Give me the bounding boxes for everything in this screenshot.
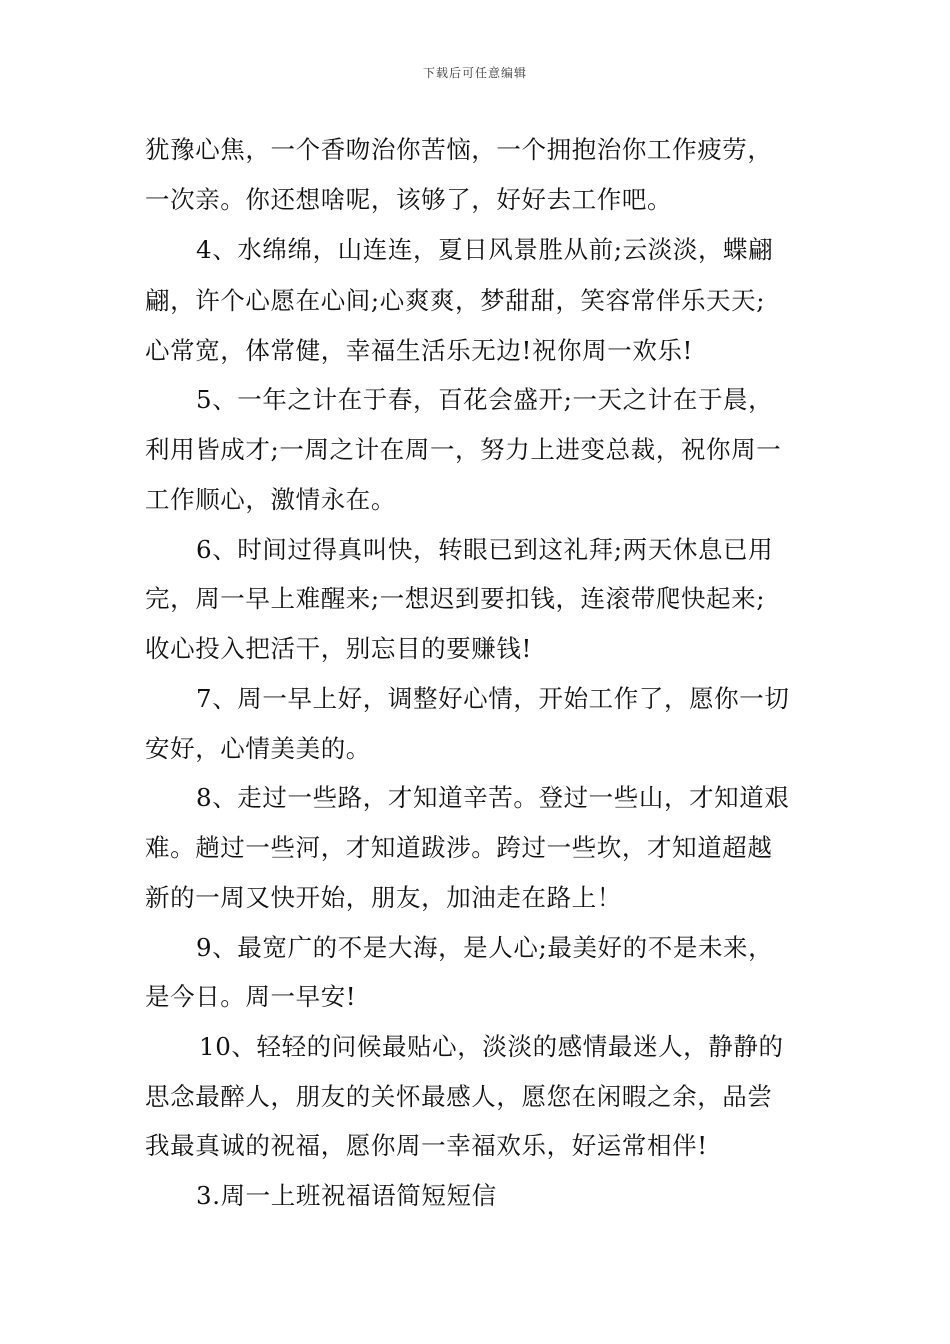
text-line: 难。趟过一些河，才知道跋涉。跨过一些坎，才知道超越 xyxy=(145,833,773,862)
text-line: 一次亲。你还想啥呢，该够了，好好去工作吧。 xyxy=(145,185,673,214)
text-line: 我最真诚的祝福，愿你周一幸福欢乐，好运常相伴! xyxy=(145,1131,708,1160)
paragraph-start: 6、时间过得真叫快，转眼已到这礼拜;两天休息已用 xyxy=(196,535,774,564)
text-line: 安好，心情美美的。 xyxy=(145,734,371,763)
page-header: 下载后可任意编辑 xyxy=(422,66,527,80)
text-line: 收心投入把活干，别忘目的要赚钱! xyxy=(145,634,532,663)
paragraph-start: 4、水绵绵，山连连，夏日风景胜从前;云淡淡，蝶翩 xyxy=(196,235,774,264)
paragraph-start: 9、最宽广的不是大海，是人心;最美好的不是未来， xyxy=(196,933,774,962)
text-line: 犹豫心焦，一个香吻治你苦恼，一个拥抱治你工作疲劳， xyxy=(145,135,773,164)
paragraph-start: 10、轻轻的问候最贴心，淡淡的感情最迷人，静静的 xyxy=(199,1032,784,1061)
paragraph-start: 7、周一早上好，调整好心情，开始工作了，愿你一切 xyxy=(196,684,790,713)
text-line: 完，周一早上难醒来;一想迟到要扣钱，连滚带爬快起来; xyxy=(145,584,766,613)
section-heading: 3.周一上班祝福语简短短信 xyxy=(196,1181,497,1210)
text-line: 新的一周又快开始，朋友，加油走在路上！ xyxy=(145,883,622,912)
text-line: 工作顺心，激情永在。 xyxy=(145,485,396,514)
text-line: 翩，许个心愿在心间;心爽爽，梦甜甜，笑容常伴乐天天; xyxy=(145,286,766,315)
paragraph-start: 5、一年之计在于春，百花会盛开;一天之计在于晨， xyxy=(196,385,774,414)
paragraph-start: 8、走过一些路，才知道辛苦。登过一些山，才知道艰 xyxy=(196,783,790,812)
text-line: 是今日。周一早安! xyxy=(145,982,357,1011)
text-line: 利用皆成才;一周之计在周一，努力上进变总裁，祝你周一 xyxy=(145,435,782,464)
text-line: 思念最醉人，朋友的关怀最感人，愿您在闲暇之余，品尝 xyxy=(145,1082,773,1111)
text-line: 心常宽，体常健，幸福生活乐无边!祝你周一欢乐! xyxy=(145,336,693,365)
